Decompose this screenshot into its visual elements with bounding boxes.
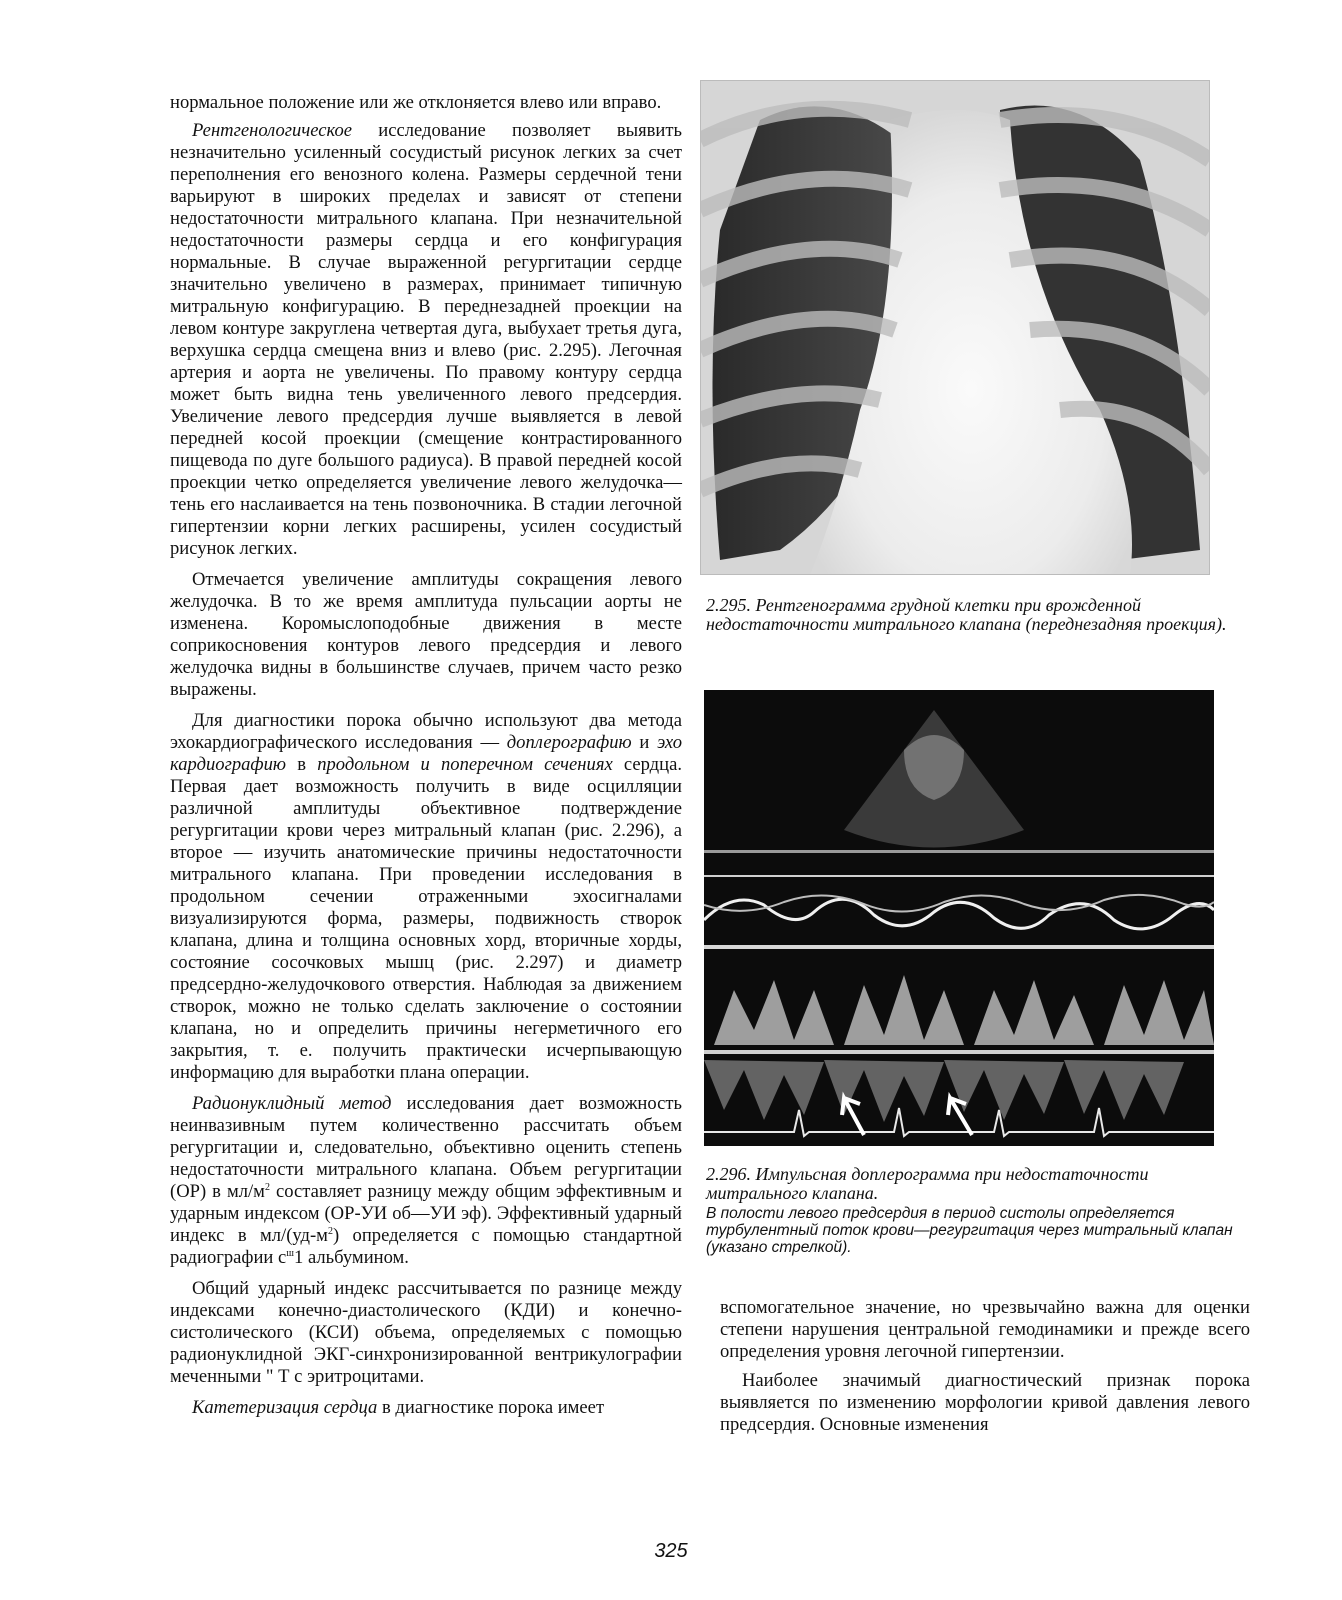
doppler-image xyxy=(704,690,1214,1146)
paragraph: Наиболее значимый диагностический признак порока выявляется по изменению морфологии кривой давления левого предсердия. Основные изменения xyxy=(720,1370,1250,1435)
page-number: 325 xyxy=(654,1540,688,1562)
paragraph-catheterization: Катетеризация сердца в диагностике порока имеет xyxy=(192,1397,605,1418)
paragraph-stroke-index: Общий ударный индекс рассчитывается по разнице между индексами конечно-диастолического (КДИ) и конечно-систолического (КСИ) объема, определяемых с помощью радионуклидной ЭКГ-синхронизированной вентрикулографии меченными " Т с эритроцитами. xyxy=(170,1278,682,1387)
paragraph-echo: Для диагностики порока обычно используют два метода эхокардиографического исследования — доплерографию и эхо кардиографию в продольном и поперечном сечениях сердца. Первая дает возможность получить в виде осцилляции различной амплитуды объективное подтверждение регургитации крови через митральный клапан (рис. 2.296), а второе — изучить анатомические причины недостаточности митрального клапана. При проведении исследования в продольном сечении отраженными эхосигналами визуализируются форма, размеры, подвижность створок клапана, длина и толщина основных хорд, вторичные хорды, состояние сосочковых мышц (рис. 2.297) и диаметр предсердно-желудочкового отверстия. Наблюдая за движением створок, можно не только сделать заключение о состоянии клапана, но и определить причины негерметичного его закрытия, т. е. получить практически исчерпывающую информацию для выработки плана операции. xyxy=(170,710,682,1083)
paragraph: нормальное положение или же отклоняется влево или вправо. xyxy=(170,92,662,113)
paragraph-xray: Рентгенологическое исследование позволяет выявить незначительно усиленный сосудистый рисунок легких за счет переполнения его венозного колена. Размеры сердечной тени варьируют в широких пределах и зависят от степени недостаточности митрального клапана. При незначительной недостаточности размеры сердца и его конфигурация нормальные. В случае выраженной регургитации сердце значительно увеличено в размерах, принимает типичную митральную конфигурацию. В переднезадней проекции на левом контуре закруглена четвертая дуга, выбухает третья дуга, верхушка сердца смещена вниз и влево (рис. 2.295). Легочная артерия и аорта не увеличены. По правому контуру сердца может быть видна тень увеличенного левого предсердия. Увеличение левого предсердия лучше выявляется в левой передней косой проекции (смещение контрастированного пищевода по дуге большого радиуса). В правой передней косой проекции четко определяется увеличение левого желудочка—тень его наслаивается на тень позвоночника. В стадии легочной гипертензии корни легких расширены, усилен сосудистый рисунок легких. xyxy=(170,120,682,559)
paragraph-amplitude: Отмечается увеличение амплитуды сокращения левого желудочка. В то же время амплитуда пульсации аорты не изменена. Коромыслоподобные движения в месте соприкосновения контуров левого предсердия и левого желудочка видны в большинстве случаев, причем часто резко выражены. xyxy=(170,569,682,700)
right-text-column xyxy=(720,1297,1250,1443)
term-radiological: Рентгенологическое xyxy=(192,120,353,141)
chest-xray-image xyxy=(700,80,1210,575)
figure-subcaption-296: В полости левого предсердия в период систолы определяется турбулентный поток крови—регургитация через митральный клапан (указано стрелкой). xyxy=(706,1205,1233,1256)
left-text-column xyxy=(170,92,682,1428)
paragraph: вспомогательное значение, но чрезвычайно важна для оценки степени нарушения центральной гемодинамики и прежде всего определения уровня легочной гипертензии. xyxy=(720,1297,1250,1362)
figure-caption-296: 2.296. Импульсная доплерограмма при недостаточности митрального клапана. В полости левого предсердия в период систолы определяется турбулентный поток крови—регургитация через митральный клапан (указано стрелкой). xyxy=(706,1165,1251,1256)
paragraph-radionuclide: Радионуклидный метод исследования дает возможность неинвазивным путем количественно рассчитать объем регургитации и, следовательно, объективно оценить степень недостаточности митрального клапана. Объем регургитации (ОР) в $мл/м^2$ составляет разницу между общим эффективным и ударным индексом (ОР-УИ об—УИ эф). Эффективный ударный индекс в $мл/(уд-м^2)$ определяется с помощью стандартной радиографии $с^ш1$ альбумином. xyxy=(170,1093,683,1268)
figure-caption-295: 2.295. Рентгенограмма грудной клетки при врожденной недостаточности митрального клапана (переднезадняя проекция). xyxy=(706,595,1227,634)
